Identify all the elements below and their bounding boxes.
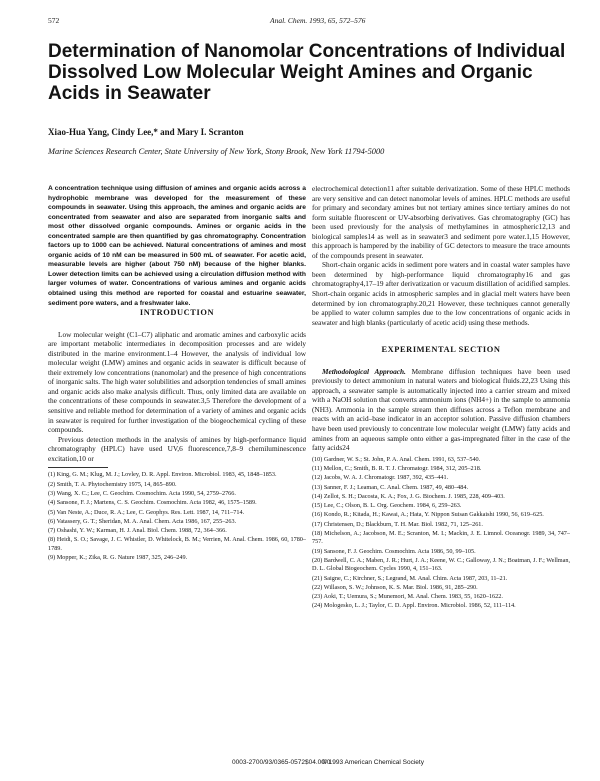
- reference-item: (1) King, G. M.; Klug, M. J.; Lovley, D. R. Appl. Environ. Microbiol. 1983, 45, 1848–1853.: [48, 471, 277, 479]
- methodology-run-in: Methodological Approach.: [322, 366, 406, 376]
- reference-item: (9) Mopper, K.; Zika, R. G. Nature 1987, 325, 246–249.: [48, 553, 188, 561]
- reference-item: (17) Christensen, D.; Blackburn, T. H. Mar. Biol. 1982, 71, 125–261.: [312, 520, 483, 528]
- affiliation: Marine Sciences Research Center, State University of New York, Stony Brook, New York 11794-5000: [48, 147, 385, 156]
- reference-item: (3) Wang, X. C.; Lee, C. Geochim. Cosmochim. Acta 1990, 54, 2759–2766.: [48, 489, 236, 497]
- reference-item: (5) Van Neste, A.; Duce, R. A.; Lee, C. Geophys. Res. Lett. 1987, 14, 711–714.: [48, 508, 245, 516]
- introduction-heading: INTRODUCTION: [139, 308, 215, 318]
- reference-item: (18) Michelson, A.; Jacobson, M. E.; Scranton, M. I.; Mackin, J. E. Limnol. Oceanogr. 1989, 34, 747–757.: [312, 530, 570, 546]
- article-code: 0003-2700/93/0365-0572$04.00/0: [232, 759, 331, 766]
- reference-item: (24) Mologesko, L. J.; Taylor, C. D. Appl. Environ. Microbiol. 1986, 52, 111–114.: [312, 602, 516, 610]
- reference-item: (6) Vatassery, G. T.; Sheridan, M. A. Anal. Chem. Acta 1986, 167, 255–263.: [48, 517, 237, 525]
- methodology-text: Membrane diffusion techniques have been used previously to detect ammonium in natural waters and biological fluids.22,23 Using this approach, a seawater sample is automatically injected into a carrier stream and mixed with a NaOH solution that converts ammonium ions (NH4+) in the sample to ammonia (NH3). Ammonia in the sample stream then diffuses across a Teflon membrane and reacts with an acid–base indicator in an acceptor solution. Passive diffusion chambers have been used previously to concentrate low molecular weight (LMW) fatty acids and amines from an aqueous sample onto either a gas-impregnated filter in the case of the fatty acids24: [312, 366, 571, 453]
- reference-item: (23) Aoki, T.; Uemura, S.; Munemori, M. Anal. Chem. 1983, 55, 1620–1622.: [312, 593, 503, 601]
- reference-item: (2) Smith, T. A. Phytochemistry 1975, 14, 865–890.: [48, 480, 177, 488]
- authors: Xiao-Hua Yang, Cindy Lee,* and Mary I. Scranton: [48, 127, 244, 137]
- page-number: 572: [48, 16, 60, 25]
- body-paragraph-organic-acids: Short-chain organic acids in sediment pore waters and in coastal water samples have been determined by high-performance liquid chromatography16 and gas chromatography4,17–19 after derivatization or vacuum distillation of acidified samples. Short-chain organic acids in atmospheric samples and in glacial melt waters have been determined by ion chromatography.20,21 However, these techniques cannot generally be applied to water column samples due to the low concentrations of organic acids in seawater and high blanks (particularly of acetic acid) using these methods.: [312, 260, 570, 327]
- copyright: © 1993 American Chemical Society: [322, 759, 424, 766]
- methodology-paragraph: [312, 367, 570, 453]
- references-right: [312, 456, 570, 611]
- reference-item: (12) Jacobs, W. A. J. Chromatogr. 1987, 392, 435–441.: [312, 474, 449, 482]
- references-left: [48, 471, 306, 562]
- reference-item: (15) Lee, C.; Olson, B. L. Org. Geochem. 1984, 6, 259–263.: [312, 502, 462, 510]
- reference-item: (11) Mellon, C.; Smith, B. R. T. J. Chromatogr. 1984, 312, 205–218.: [312, 464, 482, 472]
- intro-paragraph-1: Low molecular weight (C1–C7) aliphatic and aromatic amines and carboxylic acids are important metabolic intermediates in decomposition processes and are widely distributed in the marine environment.1–4 However, the analysis of individual low molecular weight (LMW) amines and organic acids in seawater is difficult because of their extremely low concentrations (nanomolar) and the presence of high concentrations of inorganic salts. The high water solubilities and adsorption tendencies of small amines and organic acids also make analysis difficult. Thus, only limited data are available on the concentrations of these compounds in seawater.3,5 Therefore the development of a sensitive and reliable method for determination of a variety of amines and organic acids in seawater is required for further investigation of the biogeochemical cycling of these compounds.: [48, 329, 306, 435]
- body-paragraph-continued: electrochemical detection11 after suitable derivatization. Some of these HPLC methods are very sensitive and can detect nanomolar levels of amines. HPLC methods are useful for primary and secondary amines but not tertiary amines since tertiary amines do not form suitable fluorescent or UV-absorbing derivatives. Gas chromatography (GC) has been used previously for the analysis of methylamines in atmospheric12,13 and biological samples14 as well as in seawater3 and sediment pore water.1,15 However, this approach is hampered by the inability of GC detectors to measure the trace amounts of the compounds present in seawater.: [312, 184, 570, 260]
- reference-item: (8) Heidi, S. O.; Savage, J. C. Whistler, D. Whitelock, B. M.; Verrien, M. Anal. Chem. 1986, 60, 1780–1789.: [48, 536, 306, 552]
- reference-item: (4) Sansone, F. J.; Martens, C. S. Geochim. Cosmochim. Acta 1982, 46, 1575–1589.: [48, 499, 257, 507]
- reference-item: (20) Bardwell, C. A.; Maben, J. R.; Hurt, J. A.; Keene, W. C.; Galloway, J. N.; Boatman, J. F.; Wellman, D. L. Global Biogeochem. Cycles 1990, 4, 151–163.: [312, 556, 570, 573]
- footnote-rule: [48, 467, 108, 468]
- reference-item: (7) Oshashi, Y. W.; Karman, H. J. Anal. Biol. Chem. 1988, 72, 364–366.: [48, 527, 227, 535]
- reference-item: (16) Kondo, R.; Kitada, H.; Kawai, A.; Hata, Y. Nippon Suisan Gakkaishi 1990, 56, 619–625.: [312, 511, 544, 519]
- reference-item: (14) Zellot, S. H.; Dacosta, K. A.; Fox, J. G. Biochem. J. 1985, 228, 409–403.: [312, 492, 505, 500]
- reference-item: (19) Sansone, F. J. Geochim. Cosmochim. Acta 1986, 50, 99–105.: [312, 547, 476, 555]
- right-column: [312, 184, 570, 612]
- reference-item: (21) Saigne, C.; Kirchner, S.; Legrand, M. Anal. Chim. Acta 1987, 203, 11–21.: [312, 574, 508, 582]
- journal-citation: Anal. Chem. 1993, 65, 572–576: [270, 16, 366, 25]
- experimental-heading: EXPERIMENTAL SECTION: [381, 345, 501, 355]
- abstract: A concentration technique using diffusion of amines and organic acids across a hydrophobic membrane was developed for the measurement of these compounds in seawater. Using this approach, the amines and organic acids are concentrated from seawater and also are separated from inorganic salts and most other dissolved organic compounds. Amines or organic acids in the concentrated sample are then quantified by gas chromatography. Concentration factors up to 1000 can be achieved. Natural concentrations of amines and most organic acids of 10 nM can be measured in 500 mL of seawater. For acetic acid, measurable levels are higher (about 750 nM) because of the higher blanks. Lower detection limits can be achieved using a circulation diffusion method with larger volumes of water. Concentrations of various amines and organic acids obtained using this method are reported for coastal and estuarine seawater, sediment pore waters, and a freshwater lake.: [48, 185, 306, 307]
- reference-item: (10) Gardner, W. S.; St. John, P. A. Anal. Chem. 1991, 63, 537–540.: [312, 455, 481, 463]
- reference-item: (13) Sanner, F. J.; Leaman, C. Anal. Chem. 1987, 49, 480–484.: [312, 483, 468, 491]
- intro-paragraph-2: Previous detection methods in the analysis of amines by high-performance liquid chromatography (HPLC) have used UV,6 fluorescence,7,8–9 chemiluminescence excitation,10 or: [48, 434, 306, 463]
- left-column: [48, 184, 306, 563]
- article-title: Determination of Nanomolar Concentrations of Individual Dissolved Low Molecular Weight Amines and Organic Acids in Seawater: [48, 41, 566, 104]
- reference-item: (22) Willason, S. W.; Johnson, K. S. Mar. Biol. 1986, 91, 285–290.: [312, 583, 478, 591]
- running-header: [0, 16, 600, 28]
